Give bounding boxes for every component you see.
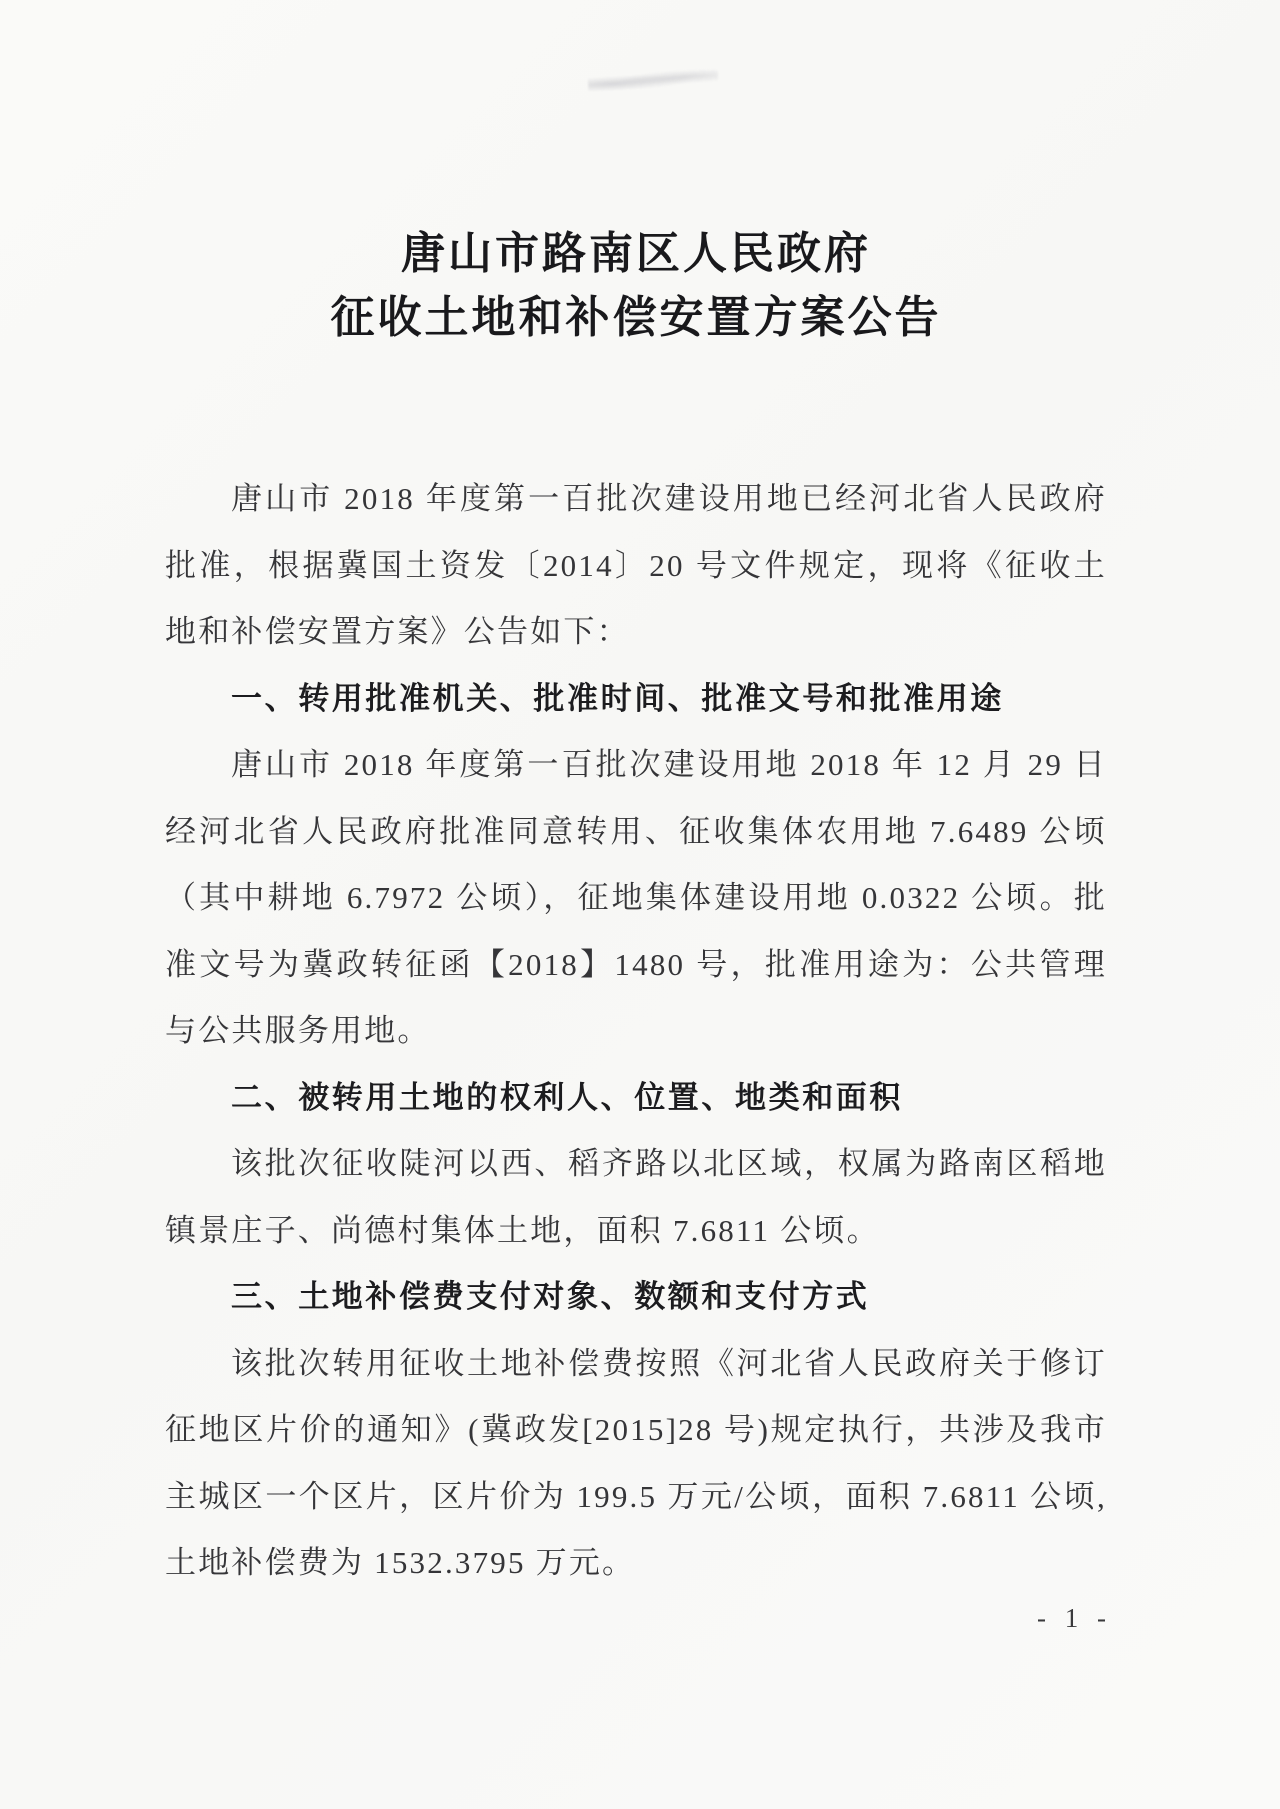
document-title-line1: 唐山市路南区人民政府 bbox=[401, 229, 871, 278]
section-1-heading: 一、转用批准机关、批准时间、批准文号和批准用途 bbox=[231, 680, 1004, 716]
page-number: - 1 - bbox=[1037, 1603, 1112, 1633]
document-title-line2: 征收土地和补偿安置方案公告 bbox=[330, 293, 942, 342]
document-title bbox=[165, 222, 1107, 350]
document-body bbox=[165, 0, 1107, 1597]
intro-paragraph: 唐山市 2018 年度第一百批次建设用地已经河北省人民政府批准，根据冀国土资发〔2014〕20 号文件规定，现将《征收土地和补偿安置方案》公告如下： bbox=[165, 481, 1107, 649]
section-2-heading: 二、被转用土地的权利人、位置、地类和面积 bbox=[231, 1079, 903, 1115]
section-3-heading: 三、土地补偿费支付对象、数额和支付方式 bbox=[231, 1279, 870, 1314]
section-2-paragraph: 该批次征收陡河以西、稻齐路以北区域，权属为路南区稻地镇景庄子、尚德村集体土地，面积 7.6811 公顷。 bbox=[165, 1146, 1107, 1248]
section-3-paragraph: 该批次转用征收土地补偿费按照《河北省人民政府关于修订征地区片价的通知》(冀政发[2015]28 号)规定执行，共涉及我市主城区一个区片，区片价为 199.5 万元/公顷，面积 7.6811 公顷,土地补偿费为 1532.3795 万元。 bbox=[165, 1345, 1107, 1580]
document-text bbox=[165, 466, 1107, 1597]
section-1-paragraph: 唐山市 2018 年度第一百批次建设用地 2018 年 12 月 29 日经河北省人民政府批准同意转用、征收集体农用地 7.6489 公顷（其中耕地 6.7972 公顷），征地集体建设用地 0.0322 公顷。批准文号为冀政转征函【2018】1480 号，批准用途为：公共管理与公共服务用地。 bbox=[165, 747, 1107, 1048]
